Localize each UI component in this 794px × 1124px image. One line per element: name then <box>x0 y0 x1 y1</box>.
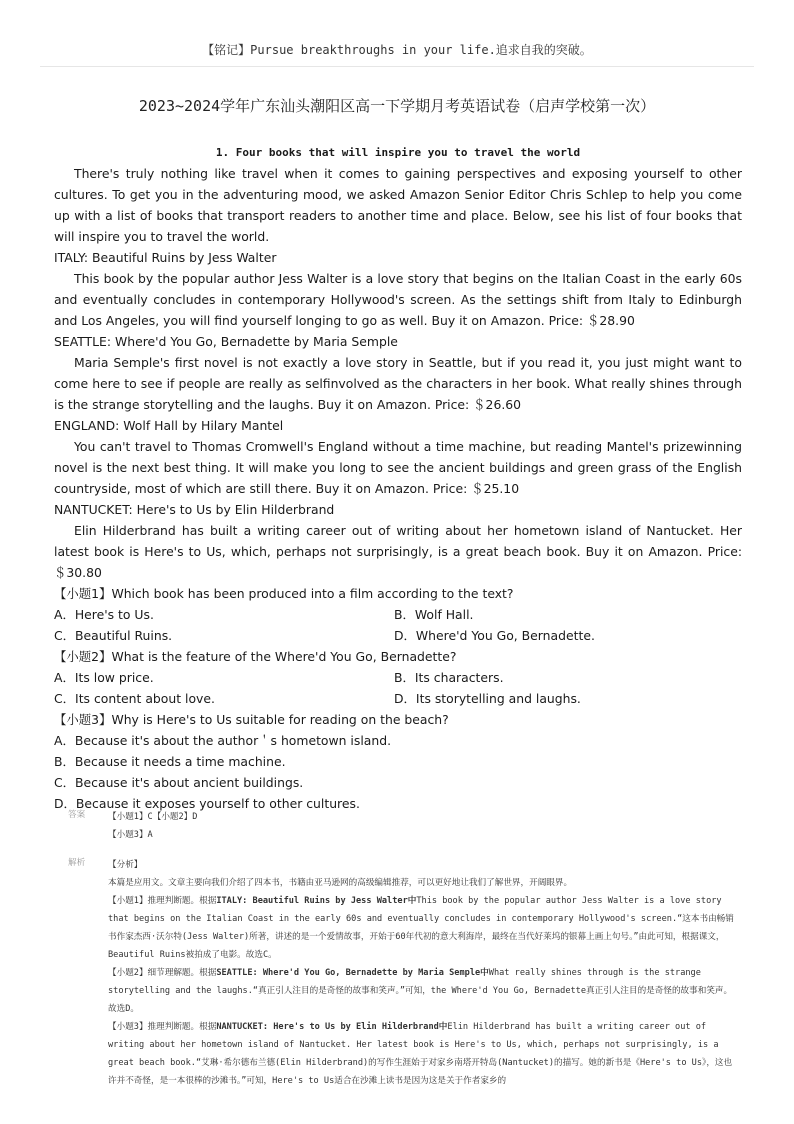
header-divider <box>40 66 754 67</box>
option: D．Because it exposes yourself to other cultures. <box>54 796 360 811</box>
analysis-label: 解析 <box>68 858 86 868</box>
analysis-q3-text: Elin Hilderbrand has built a writing career out of writing about her hometown island of Nantucket. Her latest book is Here's to Us, which, perhaps not surprisingly, is a great beach book.“艾琳·希尔德布兰德(Elin Hilderbrand)的写作生涯始于对家乡南塔开特岛(Nantucket)的描写。她的新书是《Here's to Us》，这也许并不奇怪，是一本很棒的沙滩书。”可知，Here's to Us适合在沙滩上读书是因为这是关于作者家乡的 <box>108 1022 733 1086</box>
option: B．Its characters. <box>394 670 504 685</box>
header-motto: 【铭记】Pursue breakthroughs in your life.追求自我的突破。 <box>202 43 592 57</box>
question-content <box>54 142 742 814</box>
option: A．Here's to Us. <box>54 607 154 622</box>
option: C．Beautiful Ruins. <box>54 628 173 643</box>
analysis-body <box>108 856 734 1090</box>
analysis-q1-text: This book by the popular author Jess Walter is a love story that begins on the Italian Coast in the early 60s and eventually concludes in contemporary Hollywood's screen.“这本书由畅销书作家杰西·沃尔特(Jess Walter)所著，讲述的是一个爱情故事，开始于60年代初的意大利海岸，最终在当代好莱坞的银幕上画上句号。”由此可知，根据课文，Beautiful Ruins被拍成了电影。故选C。 <box>108 896 734 960</box>
answer-label: 答案 <box>68 810 86 820</box>
analysis-q2-text: What really shines through is the strange storytelling and the laughs.“真正引人注目的是奇怪的故事和笑声。”可知，the Where'd You Go, Bernadette真正引人注目的是奇怪的故事和笑声。故选D。 <box>108 968 733 1014</box>
analysis-q1 <box>108 892 734 964</box>
book-heading: ENGLAND: Wolf Hall by Hilary Mantel <box>54 418 284 433</box>
option: D．Where'd You Go, Bernadette. <box>394 628 595 643</box>
answer-line: 【小题3】A <box>108 830 153 840</box>
option-grid <box>54 667 742 709</box>
analysis-q3 <box>108 1018 734 1090</box>
option: C．Its content about love. <box>54 691 215 706</box>
option: C．Because it's about ancient buildings. <box>54 775 304 790</box>
book-heading: ITALY: Beautiful Ruins by Jess Walter <box>54 250 277 265</box>
option-grid <box>54 604 742 646</box>
sub-question-stem: 【小题2】What is the feature of the Where'd You Go, Bernadette? <box>54 649 457 664</box>
analysis-row <box>68 856 734 1090</box>
answer-body <box>108 808 734 844</box>
analysis-q3-prefix: 【小题3】推理判断题。根据 <box>108 1022 217 1032</box>
book-description: This book by the popular author Jess Walter is a love story that begins on the Italian Coast in the early 60s and eventually concludes in contemporary Hollywood's screen. As the settings shift from Italy to Edinburgh and Los Angeles, you will find yourself longing to go as well. Buy it on Amazon. Price: ＄28.90 <box>54 271 742 328</box>
analysis-q2-quote: SEATTLE: Where'd You Go, Bernadette by Maria Semple中 <box>216 968 489 978</box>
question-heading: 1. Four books that will inspire you to travel the world <box>215 146 581 159</box>
option: A．Because it's about the author＇s hometown island. <box>54 733 392 748</box>
book-heading: NANTUCKET: Here's to Us by Elin Hilderbrand <box>54 502 335 517</box>
book-heading: SEATTLE: Where'd You Go, Bernadette by Maria Semple <box>54 334 398 349</box>
intro-paragraph: There's truly nothing like travel when it comes to gaining perspectives and exposing yourself to other cultures. To get you in the adventuring mood, we asked Amazon Senior Editor Chris Schlep to help you come up with a list of books that transport readers to another time and place. Below, see his list of four books that will inspire you to travel the world. <box>54 166 742 244</box>
page-title: 2023~2024学年广东汕头潮阳区高一下学期月考英语试卷（启声学校第一次） <box>138 97 656 115</box>
book-description: Elin Hilderbrand has built a writing career out of writing about her hometown island of Nantucket. Her latest book is Here's to Us, which, perhaps not surprisingly, is a great beach book. Buy it on Amazon. Price: ＄30.80 <box>54 523 742 580</box>
option: B．Wolf Hall. <box>394 607 474 622</box>
option: B．Because it needs a time machine. <box>54 754 286 769</box>
analysis-q2 <box>108 964 734 1018</box>
sub-question-stem: 【小题3】Why is Here's to Us suitable for reading on the beach? <box>54 712 449 727</box>
analysis-q1-quote: ITALY: Beautiful Ruins by Jess Walter中 <box>216 896 417 906</box>
sub-question-stem: 【小题1】Which book has been produced into a film according to the text? <box>54 586 514 601</box>
answer-line: 【小题1】C【小题2】D <box>108 812 198 822</box>
option: D．Its storytelling and laughs. <box>394 691 581 706</box>
analysis-q3-quote: NANTUCKET: Here's to Us by Elin Hilderbrand中 <box>216 1022 448 1032</box>
analysis-tag: 【分析】 <box>108 860 143 870</box>
answer-row <box>68 808 734 844</box>
analysis-summary: 本篇是应用文。文章主要向我们介绍了四本书，书籍由亚马逊网的高级编辑推荐，可以更好地让我们了解世界，开阔眼界。 <box>108 878 573 888</box>
option: A．Its low price. <box>54 670 154 685</box>
book-description: You can't travel to Thomas Cromwell's England without a time machine, but reading Mantel's prizewinning novel is the next best thing. It will make you long to see the ancient buildings and green grass of the English countryside, most of which are still there. Buy it on Amazon. Price: ＄25.10 <box>54 439 742 496</box>
analysis-q1-prefix: 【小题1】推理判断题。根据 <box>108 896 217 906</box>
analysis-q2-prefix: 【小题2】细节理解题。根据 <box>108 968 217 978</box>
book-description: Maria Semple's first novel is not exactly a love story in Seattle, but if you read it, you just might want to come here to see if people are really as selfinvolved as the characters in her book. What really shines through is the strange storytelling and the laughs. Buy it on Amazon. Price: ＄26.60 <box>54 355 742 412</box>
answer-analysis-block <box>68 808 734 1090</box>
